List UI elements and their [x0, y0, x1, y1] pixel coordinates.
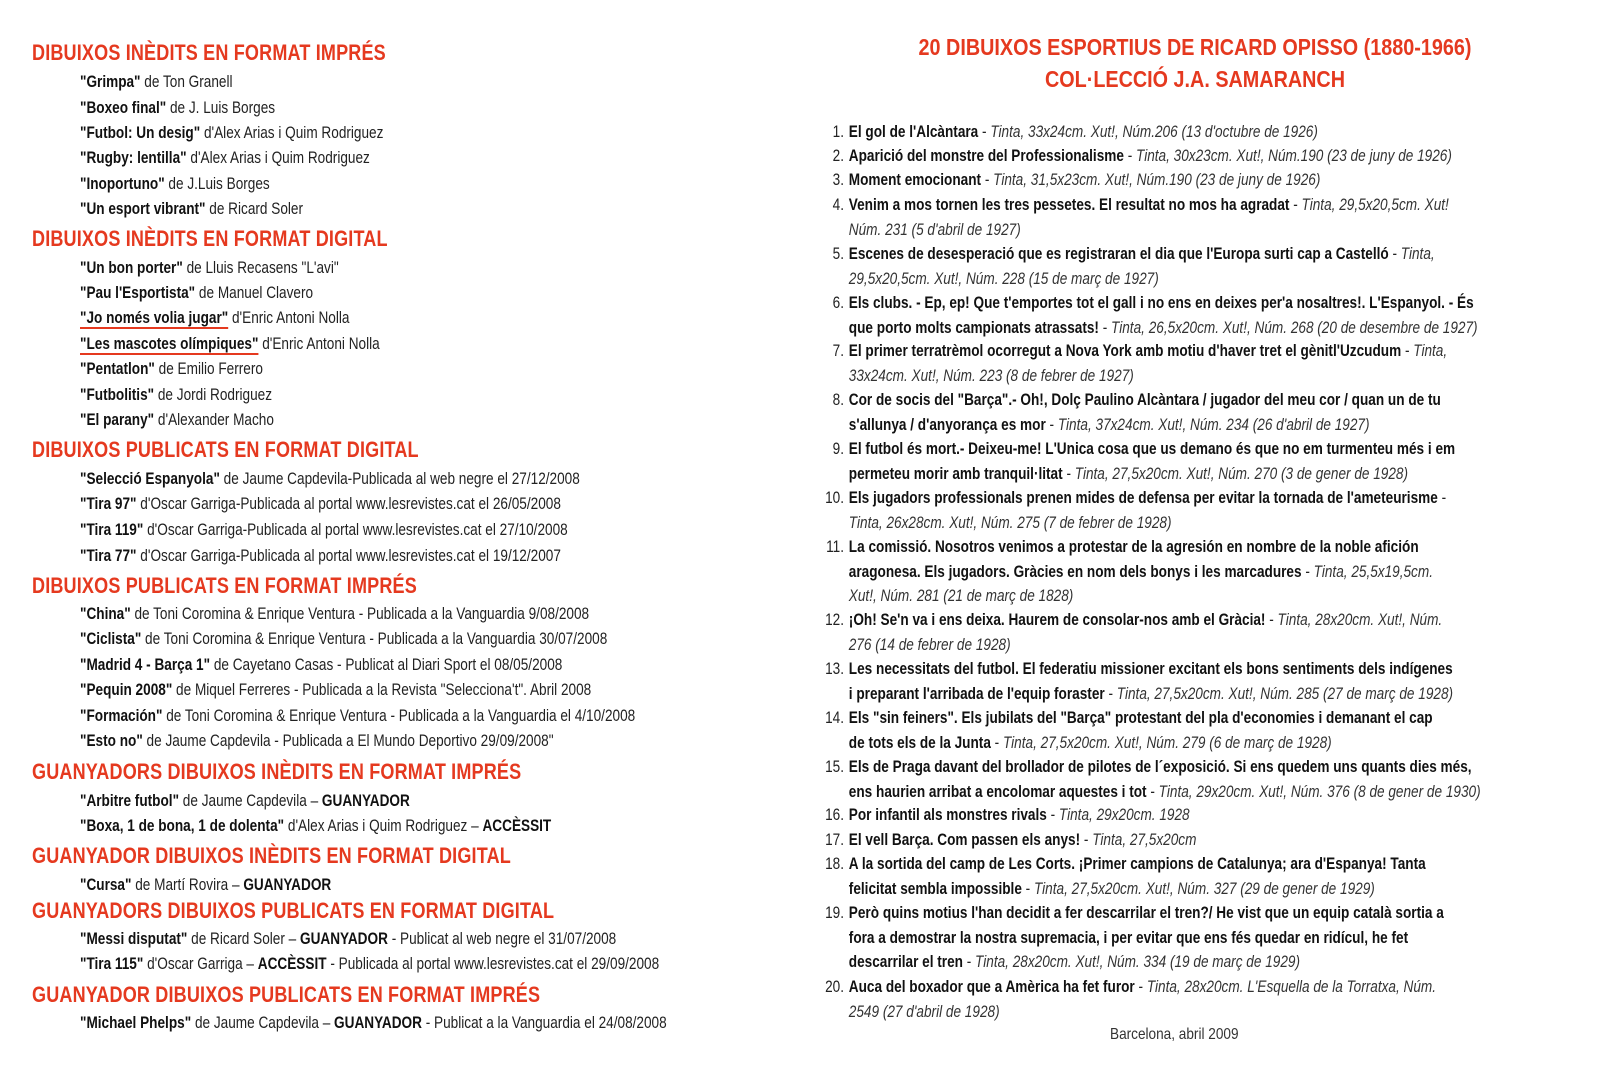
item-separator: - — [1265, 610, 1278, 629]
item-details: Tinta, 27,5x20cm. Xut!, Núm. 270 (3 de gener de 1928) — [1074, 463, 1409, 483]
item-number: 12. — [825, 610, 844, 629]
item-caption: El primer terratrèmol ocorregut a Nova York amb motiu d'haver tret el gènitl'Uzcudum — [848, 341, 1402, 360]
item-details: Tinta, 28x20cm. Xut!, Núm. — [1277, 610, 1443, 629]
entry-author: de Ricard Soler — [205, 199, 304, 218]
item-number: 15. — [825, 757, 844, 776]
entry-author: d'Alex Arias i Quim Rodriguez – — [284, 816, 483, 835]
item-details: Tinta, 28x20cm. Xut!, Núm. 334 (19 de març de 1929) — [975, 952, 1300, 971]
catalog-item — [820, 535, 1540, 609]
item-details: 33x24cm. Xut!, Núm. 223 (8 de febrer de 1927) — [848, 365, 1134, 385]
drawing-entry — [80, 494, 561, 514]
item-separator: - — [1388, 244, 1401, 263]
drawing-entry — [80, 72, 233, 92]
item-caption: Escenes de desesperació que es registraran el dia que l'Europa surti cap a Castelló — [848, 244, 1389, 263]
catalog-item — [820, 291, 1540, 340]
catalog-item — [820, 339, 1540, 388]
item-details: Tinta, 27,5x20cm — [1092, 830, 1197, 849]
item-caption: felicitat sembla impossible — [848, 878, 1022, 898]
item-number: 1. — [832, 122, 844, 141]
item-caption: Els de Praga davant del brollador de pilotes de l´exposició. Si ens quedem uns quants dies més, — [848, 757, 1472, 776]
item-number: 10. — [825, 488, 844, 507]
entry-author: de Cayetano Casas - Publicat al Diari Sport el 08/05/2008 — [210, 655, 563, 674]
entry-title: "Madrid 4 - Barça 1" — [80, 655, 211, 674]
catalog-item — [820, 803, 1540, 828]
drawing-entry — [80, 199, 303, 219]
entry-title: "Tira 77" — [80, 546, 137, 565]
award-label: ACCÈSSIT — [482, 816, 552, 835]
item-separator: - — [1021, 878, 1034, 898]
item-caption: Por infantil als monstres rivals — [848, 805, 1047, 824]
entry-author: de Toni Coromina & Enrique Ventura - Publicada a la Vanguardia 9/08/2008 — [130, 604, 590, 623]
item-details: Tinta, 28x20cm. L'Esquella de la Torratxa, Núm. — [1146, 977, 1437, 996]
item-details: 276 (14 de febrer de 1928) — [848, 634, 1011, 654]
item-separator: - — [1301, 561, 1314, 581]
drawing-entry — [80, 875, 331, 895]
entry-title: "Boxa, 1 de bona, 1 de dolenta" — [80, 816, 285, 835]
drawing-entry — [80, 308, 349, 328]
catalog-item — [820, 437, 1540, 486]
entry-author: de J.Luis Borges — [164, 174, 270, 193]
item-details: Tinta, 26x28cm. Xut!, Núm. 275 (7 de febrer de 1928) — [848, 512, 1172, 532]
catalog-title-line-1: 20 DIBUIXOS ESPORTIUS DE RICARD OPISSO (1880-1966) — [918, 34, 1472, 60]
catalog-item — [820, 486, 1540, 535]
item-separator: - — [1123, 146, 1136, 165]
catalog-item — [820, 168, 1540, 193]
section-heading: DIBUIXOS PUBLICATS EN FORMAT IMPRÉS — [32, 573, 417, 598]
drawing-entry — [80, 629, 607, 649]
item-caption: Venim a mos tornen les tres pessetes. El resultat no mos ha agradat — [848, 195, 1290, 214]
drawing-entry — [80, 123, 383, 143]
entry-title: "Futbolitis" — [80, 385, 155, 404]
entry-author: d'Alex Arias i Quim Rodriguez — [186, 148, 370, 167]
drawing-entry — [80, 148, 370, 168]
entry-title: "Messi disputat" — [80, 929, 188, 948]
entry-author: de Jaume Capdevila - Publicada a El Mundo Deportivo 29/09/2008" — [142, 731, 554, 750]
item-caption: Aparició del monstre del Professionalisme — [848, 146, 1124, 165]
entry-author: de Jaume Capdevila-Publicada al web negre el 27/12/2008 — [219, 469, 580, 488]
entry-title: "El parany" — [80, 410, 155, 429]
entry-title: "Les mascotes olímpiques" — [80, 334, 259, 353]
drawing-entry — [80, 791, 410, 811]
drawing-entry — [80, 334, 380, 354]
entry-title: "Un bon porter" — [80, 258, 183, 277]
drawing-entry — [80, 258, 339, 278]
item-details: Tinta, 31,5x23cm. Xut!, Núm.190 (23 de juny de 1926) — [993, 170, 1321, 189]
entry-title: "Tira 97" — [80, 494, 137, 513]
drawing-entry — [80, 706, 635, 726]
entry-title: "Pentatlon" — [80, 359, 155, 378]
item-number: 20. — [825, 977, 844, 996]
item-caption: permeteu morir amb tranquil·litat — [848, 463, 1063, 483]
entry-author: d'Enric Antoni Nolla — [228, 308, 350, 327]
drawing-entry — [80, 174, 270, 194]
section-heading: GUANYADOR DIBUIXOS PUBLICATS EN FORMAT IMPRÉS — [32, 982, 541, 1007]
item-number: 9. — [832, 439, 844, 458]
item-separator: - — [1134, 977, 1147, 996]
item-details: 29,5x20,5cm. Xut!, Núm. 228 (15 de març de 1927) — [848, 268, 1159, 288]
section-heading: GUANYADORS DIBUIXOS PUBLICATS EN FORMAT DIGITAL — [32, 898, 555, 923]
entry-title: "Pau l'Esportista" — [80, 283, 196, 302]
drawing-entry — [80, 98, 275, 118]
catalog-item — [820, 388, 1540, 437]
item-number: 4. — [832, 195, 844, 214]
drawing-entry — [80, 1013, 667, 1033]
item-separator: - — [1062, 463, 1075, 483]
catalog-item — [820, 657, 1540, 706]
item-separator: - — [990, 732, 1003, 752]
item-number: 16. — [825, 805, 844, 824]
item-caption: ¡Oh! Se'n va i ens deixa. Haurem de consolar-nos amb el Gràcia! — [848, 610, 1266, 629]
entry-author: d'Oscar Garriga-Publicada al portal www.lesrevistes.cat el 19/12/2007 — [136, 546, 561, 565]
catalog-item — [820, 120, 1540, 145]
entry-author: d'Alex Arias i Quim Rodriguez — [200, 123, 384, 142]
item-details: Tinta, 25,5x19,5cm. — [1313, 561, 1433, 581]
drawing-entry — [80, 929, 616, 949]
entry-publication: - Publicat a la Vanguardia el 24/08/2008 — [421, 1013, 667, 1032]
award-label: ACCÈSSIT — [257, 954, 327, 973]
item-details: Tinta, 37x24cm. Xut!, Núm. 234 (26 d'abril de 1927) — [1057, 414, 1370, 434]
catalog-item — [820, 828, 1540, 853]
item-details: Tinta, 26,5x20cm. Xut!, Núm. 268 (20 de desembre de 1927) — [1111, 317, 1478, 337]
item-separator: - — [1080, 830, 1093, 849]
item-caption: de tots els de la Junta — [848, 732, 991, 752]
entry-title: "Formación" — [80, 706, 163, 725]
item-details: Núm. 231 (5 d'abril de 1927) — [848, 219, 1021, 239]
item-caption: s'allunya / d'anyorança es mor — [848, 414, 1046, 434]
item-separator: - — [1437, 488, 1447, 507]
entry-title: "Michael Phelps" — [80, 1013, 192, 1032]
item-number: 19. — [825, 903, 844, 922]
entry-title: "Jo només volia jugar" — [80, 308, 229, 327]
item-details: 2549 (27 d'abril de 1928) — [848, 1001, 1000, 1021]
drawing-entry — [80, 520, 568, 540]
entry-author: de Jaume Capdevila – — [179, 791, 322, 810]
section-heading: DIBUIXOS INÈDITS EN FORMAT IMPRÉS — [32, 40, 386, 65]
award-label: GUANYADOR — [300, 929, 388, 948]
item-number: 14. — [825, 708, 844, 727]
entry-author: de Miquel Ferreres - Publicada a la Revista "Selecciona't". Abril 2008 — [172, 680, 592, 699]
entry-title: "Inoportuno" — [80, 174, 165, 193]
item-number: 2. — [832, 146, 844, 165]
catalog-item — [820, 608, 1540, 657]
entry-author: de Emilio Ferrero — [154, 359, 263, 378]
item-number: 5. — [832, 244, 844, 263]
item-number: 3. — [832, 170, 844, 189]
item-separator: - — [1045, 414, 1058, 434]
item-caption: El futbol és mort.- Deixeu-me! L'Unica cosa que us demano és que no em turmenteu més i em — [848, 439, 1456, 458]
entry-title: "China" — [80, 604, 131, 623]
item-separator: - — [1098, 317, 1112, 337]
drawing-entry — [80, 604, 589, 624]
section-heading: GUANYADORS DIBUIXOS INÈDITS EN FORMAT IMPRÉS — [32, 759, 522, 784]
entry-author: de Toni Coromina & Enrique Ventura - Publicada a la Vanguardia el 4/10/2008 — [162, 706, 636, 725]
entry-author: d'Enric Antoni Nolla — [258, 334, 380, 353]
item-details: Tinta, 33x24cm. Xut!, Núm.206 (13 d'octubre de 1926) — [990, 122, 1318, 141]
drawing-entry — [80, 469, 580, 489]
item-separator: - — [1046, 805, 1059, 824]
entry-author: de Jaume Capdevila – — [191, 1013, 335, 1032]
section-heading: GUANYADOR DIBUIXOS INÈDITS EN FORMAT DIGITAL — [32, 843, 511, 868]
drawing-entry — [80, 283, 313, 303]
drawing-entry — [80, 410, 274, 430]
entry-author: d'Oscar Garriga-Publicada al portal www.lesrevistes.cat el 27/10/2008 — [143, 520, 568, 539]
item-details: Tinta, 29x20cm. 1928 — [1058, 805, 1190, 824]
item-separator: - — [1289, 195, 1302, 214]
item-caption: Les necessitats del futbol. El federatiu missioner excitant els bons sentiments dels indígenes — [848, 659, 1453, 678]
drawing-entry — [80, 655, 562, 675]
section-heading: DIBUIXOS PUBLICATS EN FORMAT DIGITAL — [32, 437, 419, 462]
entry-author: de Martí Rovira – — [131, 875, 244, 894]
item-number: 8. — [832, 390, 844, 409]
item-caption: descarrilar el tren — [848, 952, 963, 971]
item-number: 18. — [825, 854, 844, 873]
item-number: 7. — [832, 341, 844, 360]
award-label: GUANYADOR — [334, 1013, 422, 1032]
catalog-item — [820, 975, 1540, 1024]
item-caption: ens haurien arribat a encolomar aquestes i tot — [848, 781, 1147, 801]
item-separator: - — [1146, 781, 1159, 801]
item-details: Tinta, 30x23cm. Xut!, Núm.190 (23 de juny de 1926) — [1136, 146, 1452, 165]
item-details: Tinta, 27,5x20cm. Xut!, Núm. 279 (6 de març de 1928) — [1002, 732, 1332, 752]
item-number: 11. — [826, 537, 844, 556]
item-number: 6. — [832, 293, 844, 312]
drawing-entry — [80, 359, 263, 379]
entry-author: de Lluis Recasens "L'avi" — [182, 258, 339, 277]
catalog-item — [820, 193, 1540, 242]
entry-author: de Ton Granell — [140, 72, 233, 91]
item-caption: Cor de socis del "Barça".- Oh!, Dolç Paulino Alcàntara / jugador del meu cor / quan un de tu — [848, 390, 1441, 409]
drawing-entry — [80, 954, 659, 974]
entry-author: d'Oscar Garriga – — [143, 954, 258, 973]
item-details: Tinta, 27,5x20cm. Xut!, Núm. 327 (29 de gener de 1929) — [1033, 878, 1375, 898]
item-caption: El vell Barça. Com passen els anys! — [848, 830, 1081, 849]
entry-author: de Ricard Soler – — [187, 929, 300, 948]
award-label: GUANYADOR — [321, 791, 410, 810]
item-details: Xut!, Núm. 281 (21 de març de 1828) — [848, 586, 1074, 605]
entry-author: d'Alexander Macho — [154, 410, 274, 429]
drawing-entry — [80, 731, 554, 751]
entry-title: "Un esport vibrant" — [80, 199, 206, 218]
entry-publication: - Publicada al portal www.lesrevistes.cat el 29/09/2008 — [326, 954, 660, 973]
entry-publication: - Publicat al web negre el 31/07/2008 — [387, 929, 617, 948]
entry-author: de J. Luis Borges — [166, 98, 276, 117]
item-details: Tinta, 29,5x20,5cm. Xut! — [1301, 195, 1449, 214]
catalog-item — [820, 901, 1540, 975]
item-caption: fora a demostrar la nostra supremacia, i per evitar que ens fés quedar en ridícul, he fet — [848, 927, 1409, 947]
item-separator: - — [978, 122, 991, 141]
drawing-entry — [80, 546, 561, 566]
entry-title: "Cursa" — [80, 875, 132, 894]
item-details: Tinta, 27,5x20cm. Xut!, Núm. 285 (27 de març de 1928) — [1116, 683, 1454, 703]
entry-title: "Tira 119" — [80, 520, 144, 539]
entry-title: "Selecció Espanyola" — [80, 469, 220, 488]
catalog-item — [820, 242, 1540, 291]
item-caption: aragonesa. Els jugadors. Gràcies en nom dels bonys i les marcadures — [848, 561, 1302, 581]
catalog-title-line-2: COL·LECCIÓ J.A. SAMARANCH — [1044, 66, 1346, 92]
item-details: Tinta, 29x20cm. Xut!, Núm. 376 (8 de gener de 1930) — [1158, 781, 1481, 801]
entry-author: de Toni Coromina & Enrique Ventura - Publicada a la Vanguardia 30/07/2008 — [141, 629, 608, 648]
award-label: GUANYADOR — [243, 875, 332, 894]
item-separator: - — [962, 952, 976, 971]
entry-title: "Futbol: Un desig" — [80, 123, 201, 142]
item-caption: i preparant l'arribada de l'equip foraster — [848, 683, 1105, 703]
item-caption: A la sortida del camp de Les Corts. ¡Primer campions de Catalunya; ara d'Espanya! Tanta — [848, 854, 1426, 873]
item-separator: - — [1104, 683, 1117, 703]
item-caption: que porto molts campionats atrassats! — [848, 317, 1099, 337]
item-caption: Auca del boxador que a Amèrica ha fet furor — [848, 977, 1135, 996]
entry-title: "Boxeo final" — [80, 98, 167, 117]
catalog-item — [820, 144, 1540, 169]
item-caption: Els jugadors professionals prenen mides de defensa per evitar la tornada de l'ameteurisme — [848, 488, 1438, 507]
item-caption: El gol de l'Alcàntara — [848, 122, 979, 141]
section-heading: DIBUIXOS INÈDITS EN FORMAT DIGITAL — [32, 226, 388, 251]
item-caption: La comissió. Nosotros venimos a protestar de la agresión en nombre de la noble afición — [848, 537, 1419, 556]
entry-title: "Esto no" — [80, 731, 143, 750]
place-date-footer: Barcelona, abril 2009 — [1110, 1026, 1239, 1043]
entry-title: "Rugby: lentilla" — [80, 148, 187, 167]
drawing-entry — [80, 816, 551, 836]
entry-title: "Pequin 2008" — [80, 680, 173, 699]
item-caption: Els clubs. - Ep, ep! Que t'emportes tot el gall i no ens en deixes per'a nosaltres!. L'Espanyol. - És — [848, 293, 1474, 312]
entry-author: de Jordi Rodriguez — [154, 385, 273, 404]
catalog-item — [820, 852, 1540, 901]
item-caption: Però quins motius l'han decidit a fer descarrilar el tren?/ He vist que un equip català sortia a — [848, 903, 1444, 922]
drawing-entry — [80, 385, 272, 405]
entry-title: "Ciclista" — [80, 629, 142, 648]
item-caption: Els "sin feiners". Els jubilats del "Barça" protestant del pla d'economies i demanant el cap — [848, 708, 1433, 727]
item-details: Tinta, — [1413, 341, 1448, 360]
entry-author: de Manuel Clavero — [195, 283, 314, 302]
item-number: 17. — [825, 830, 844, 849]
entry-title: "Tira 115" — [80, 954, 144, 973]
entry-title: "Arbitre futbol" — [80, 791, 180, 810]
item-separator: - — [1401, 341, 1414, 360]
drawing-entry — [80, 680, 591, 700]
entry-title: "Grimpa" — [80, 72, 141, 91]
item-details: Tinta, — [1400, 244, 1435, 263]
item-number: 13. — [825, 659, 844, 678]
item-caption: Moment emocionant — [848, 170, 982, 189]
catalog-item — [820, 706, 1540, 755]
catalog-item — [820, 755, 1540, 804]
entry-author: d'Oscar Garriga-Publicada al portal www.lesrevistes.cat el 26/05/2008 — [136, 494, 561, 513]
item-separator: - — [981, 170, 994, 189]
